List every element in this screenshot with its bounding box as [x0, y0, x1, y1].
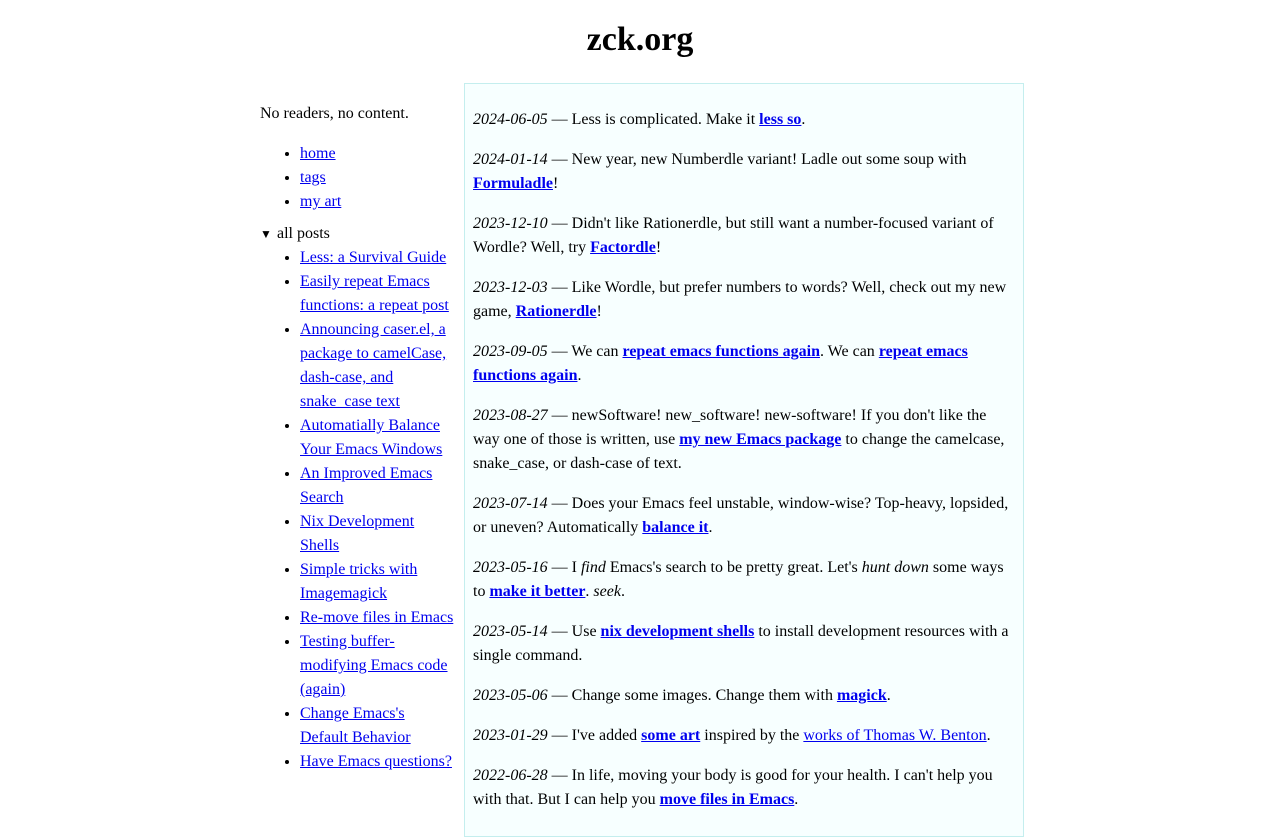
feed-entry: 2024-06-05 — Less is complicated. Make it less so. [473, 111, 806, 128]
feed-entry: 2023-05-06 — Change some images. Change them with magick. [473, 687, 891, 704]
entry-date: 2023-05-06 [473, 687, 548, 704]
feed-entry: 2022-06-28 — In life, moving your body is good for your health. I can't help you with that. But I can help you move files in Emacs. [473, 767, 993, 808]
post-item [300, 270, 456, 318]
entry-link[interactable]: some art [641, 727, 701, 744]
entry-link[interactable]: repeat emacs functions again [473, 343, 968, 384]
post-link[interactable]: Easily repeat Emacs functions: a repeat post [300, 273, 449, 314]
entry-date: 2023-07-14 [473, 495, 548, 512]
post-item [300, 702, 456, 750]
feed-entry: 2023-07-14 — Does your Emacs feel unstable, window-wise? Top-heavy, lopsided, or uneven? Automatically balance it. [473, 495, 1009, 536]
entry-link[interactable]: magick [836, 687, 887, 704]
post-item [300, 510, 456, 558]
entry-link[interactable]: Formuladle [473, 175, 553, 192]
feed-entry: 2023-01-29 — I've added some art inspired by the works of Thomas W. Benton. [473, 727, 991, 744]
entry-link[interactable]: move files in Emacs [659, 791, 795, 808]
entry-date: 2024-01-14 [473, 151, 548, 168]
disclosure-triangle-icon: ▼ [260, 227, 272, 241]
entry-link[interactable]: repeat emacs functions again [622, 343, 820, 360]
feed-entry: 2023-12-03 — Like Wordle, but prefer numbers to words? Well, check out my new game, Rationerdle! [473, 279, 1007, 320]
post-link[interactable]: Announcing caser.el, a package to camelCase, dash-case, and snake_case text [300, 321, 447, 410]
entry-date: 2023-05-16 [473, 559, 548, 576]
feed-entry: 2023-08-27 — newSoftware! new_software! new-software! If you don't like the way one of those is written, use my new Emacs package to change the camelcase, snake_case, or dash-case of text. [473, 407, 1005, 472]
entry-link[interactable]: works of Thomas W. Benton [803, 727, 987, 744]
entry-link[interactable]: Rationerdle [515, 303, 597, 320]
post-link[interactable]: Less: a Survival Guide [300, 249, 447, 266]
sidebar [260, 102, 456, 774]
post-link[interactable]: Testing buffer-modifying Emacs code (again) [300, 633, 448, 698]
entry-date: 2023-12-10 [473, 215, 548, 232]
feed-entry: 2023-05-14 — Use nix development shells to install development resources with a single command. [473, 623, 1009, 664]
post-link[interactable]: Automatially Balance Your Emacs Windows [300, 417, 443, 458]
entry-link[interactable]: make it better [489, 583, 586, 600]
feed-entry: 2023-05-16 — I find Emacs's search to be pretty great. Let's hunt down some ways to make it better. seek. [473, 559, 1004, 600]
feed-entry: 2023-09-05 — We can repeat emacs functions again. We can repeat emacs functions again. [473, 343, 968, 384]
feed-entry: 2023-12-10 — Didn't like Rationerdle, but still want a number-focused variant of Wordle? Well, try Factordle! [473, 215, 994, 256]
post-item [300, 750, 456, 774]
post-link[interactable]: Nix Development Shells [300, 513, 415, 554]
tagline: No readers, no content. [260, 105, 409, 122]
post-link[interactable]: Simple tricks with Imagemagick [300, 561, 418, 602]
post-link[interactable]: An Improved Emacs Search [300, 465, 433, 506]
updates-feed [464, 83, 1024, 837]
nav-item-home [300, 142, 456, 166]
all-posts-toggle[interactable] [260, 222, 456, 246]
posts-list [260, 246, 456, 774]
post-item [300, 606, 456, 630]
nav-list [260, 142, 456, 214]
entry-date: 2023-01-29 [473, 727, 548, 744]
nav-link-tags[interactable]: tags [300, 169, 326, 186]
entry-date: 2023-08-27 [473, 407, 548, 424]
feed-entry: 2024-01-14 — New year, new Numberdle variant! Ladle out some soup with Formuladle! [473, 151, 967, 192]
post-link[interactable]: Change Emacs's Default Behavior [300, 705, 411, 746]
post-item [300, 414, 456, 462]
post-item [300, 462, 456, 510]
post-link[interactable]: Have Emacs questions? [300, 753, 452, 770]
post-item [300, 318, 456, 414]
entry-link[interactable]: balance it [642, 519, 709, 536]
post-item [300, 630, 456, 702]
entry-link[interactable]: nix development shells [600, 623, 755, 640]
entry-date: 2023-05-14 [473, 623, 548, 640]
nav-link-my-art[interactable]: my art [300, 193, 342, 210]
entry-date: 2023-12-03 [473, 279, 548, 296]
site-title [0, 17, 1280, 63]
entry-date: 2024-06-05 [473, 111, 548, 128]
site-title-link[interactable]: zck.org [586, 21, 694, 58]
entry-date: 2023-09-05 [473, 343, 548, 360]
post-item [300, 246, 456, 270]
nav-item-tags [300, 166, 456, 190]
nav-link-home[interactable]: home [300, 145, 336, 162]
post-item [300, 558, 456, 606]
all-posts-label: all posts [277, 225, 330, 242]
entry-date: 2022-06-28 [473, 767, 548, 784]
nav-item-my-art [300, 190, 456, 214]
entry-link[interactable]: less so [759, 111, 802, 128]
all-posts-details [260, 222, 456, 774]
post-link[interactable]: Re-move files in Emacs [300, 609, 454, 626]
entry-link[interactable]: Factordle [590, 239, 656, 256]
entry-link[interactable]: my new Emacs package [679, 431, 842, 448]
